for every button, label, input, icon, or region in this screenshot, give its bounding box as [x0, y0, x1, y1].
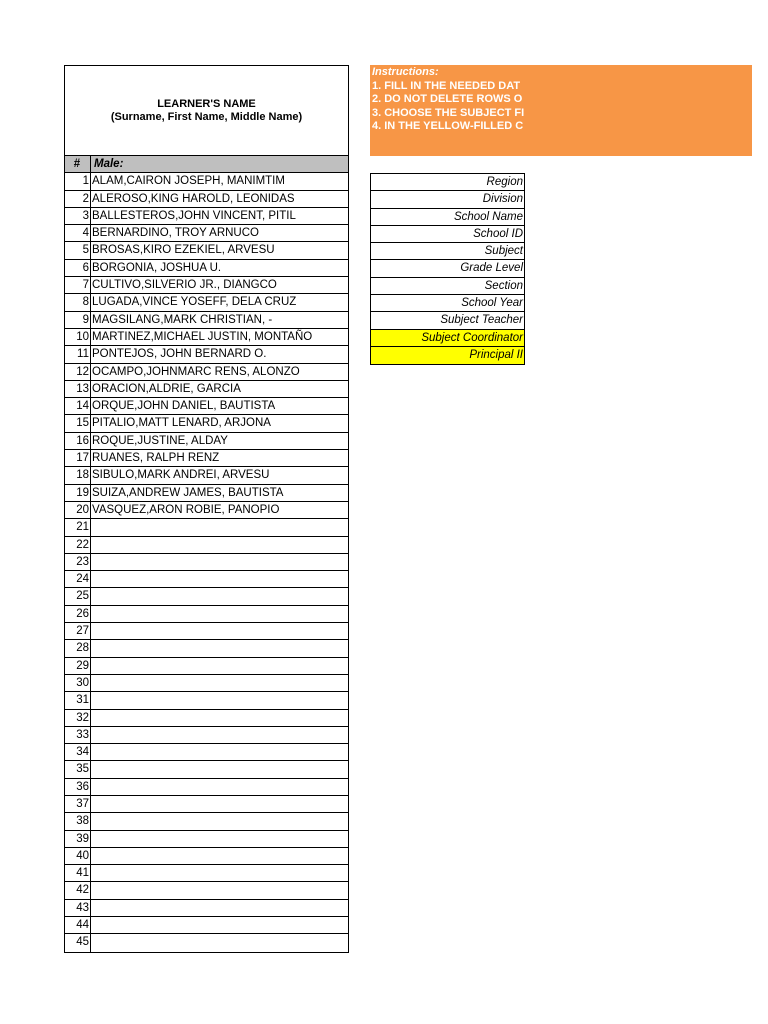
- table-row: [65, 364, 348, 381]
- learner-name-cell[interactable]: ALEROSO,KING HAROLD, LEONIDAS: [92, 192, 295, 205]
- learner-name-cell[interactable]: CULTIVO,SILVERIO JR., DIANGCO: [92, 279, 277, 292]
- learner-name-header-title: LEARNER'S NAME: [157, 97, 256, 110]
- table-row: [65, 606, 348, 623]
- row-number: 26: [65, 606, 91, 622]
- instruction-line-4: 4. IN THE YELLOW-FILLED C: [372, 120, 524, 132]
- table-row: [65, 831, 348, 848]
- row-number: 22: [65, 537, 91, 553]
- row-number: 13: [65, 381, 91, 397]
- info-field-school-year[interactable]: School Year: [371, 295, 524, 312]
- info-field-grade-level[interactable]: Grade Level: [371, 260, 524, 277]
- table-row: [65, 571, 348, 588]
- row-number: 3: [65, 208, 91, 224]
- info-field-subject-coordinator[interactable]: Subject Coordinator: [371, 330, 524, 347]
- row-number: 32: [65, 710, 91, 726]
- learner-name-cell[interactable]: LUGADA,VINCE YOSEFF, DELA CRUZ: [92, 296, 297, 309]
- row-number: 1: [65, 173, 91, 189]
- row-number: 25: [65, 588, 91, 604]
- instruction-line-2: 2. DO NOT DELETE ROWS O: [372, 93, 523, 105]
- row-number: 9: [65, 312, 91, 328]
- table-row: [65, 381, 348, 398]
- info-field-section[interactable]: Section: [371, 278, 524, 295]
- row-number: 10: [65, 329, 91, 345]
- learner-name-cell[interactable]: MARTINEZ,MICHAEL JUSTIN, MONTAÑO: [92, 330, 313, 343]
- table-row: [65, 554, 348, 571]
- learner-name-cell[interactable]: RUANES, RALPH RENZ: [92, 452, 220, 465]
- learner-name-cell[interactable]: [91, 588, 348, 604]
- learner-name-cell[interactable]: [91, 537, 348, 553]
- table-row: [65, 502, 348, 519]
- table-row: [65, 277, 348, 294]
- table-row: [65, 242, 348, 259]
- learner-name-cell[interactable]: PONTEJOS, JOHN BERNARD O.: [92, 348, 267, 361]
- row-number: 33: [65, 727, 91, 743]
- table-row: [65, 398, 348, 415]
- row-number: 17: [65, 450, 91, 466]
- table-row: [65, 658, 348, 675]
- learner-name-cell[interactable]: OCAMPO,JOHNMARC RENS, ALONZO: [92, 365, 300, 378]
- table-row: [65, 640, 348, 657]
- row-number: 30: [65, 675, 91, 691]
- learner-name-cell[interactable]: [91, 934, 348, 951]
- row-number: 31: [65, 692, 91, 708]
- table-row: [65, 294, 348, 311]
- info-field-principal-ii[interactable]: Principal II: [371, 347, 524, 364]
- learner-name-cell[interactable]: [91, 571, 348, 587]
- learner-name-cell[interactable]: [91, 900, 348, 916]
- group-label-male: Male:: [94, 158, 124, 170]
- row-number: 29: [65, 658, 91, 674]
- instruction-line-3: 3. CHOOSE THE SUBJECT FI: [372, 106, 525, 119]
- school-info-table: [370, 173, 525, 365]
- learner-name-cell[interactable]: [91, 761, 348, 777]
- learner-table: [64, 65, 349, 953]
- table-row: [65, 329, 348, 346]
- learner-name-cell[interactable]: BERNARDINO, TROY ARNUCO: [92, 227, 259, 240]
- learner-name-cell[interactable]: ROQUE,JUSTINE, ALDAY: [92, 434, 228, 447]
- row-number: 18: [65, 467, 91, 483]
- row-number: 39: [65, 831, 91, 847]
- learner-name-cell[interactable]: [91, 623, 348, 639]
- learner-name-cell[interactable]: [91, 831, 348, 847]
- learner-name-header-subtitle: (Surname, First Name, Middle Name): [110, 110, 303, 123]
- info-field-division[interactable]: Division: [371, 191, 524, 208]
- row-number: 41: [65, 865, 91, 881]
- number-column-header: #: [65, 156, 91, 172]
- learner-name-cell[interactable]: PITALIO,MATT LENARD, ARJONA: [92, 417, 271, 430]
- info-field-subject-teacher[interactable]: Subject Teacher: [371, 312, 524, 329]
- table-row: [65, 260, 348, 277]
- learner-name-cell[interactable]: ORACION,ALDRIE, GARCIA: [92, 382, 241, 395]
- row-number: 20: [65, 502, 91, 518]
- table-row: [65, 761, 348, 778]
- learner-name-cell[interactable]: [91, 882, 348, 898]
- row-number: 27: [65, 623, 91, 639]
- learner-name-cell[interactable]: [91, 813, 348, 829]
- learner-name-cell[interactable]: [91, 692, 348, 708]
- table-row: [65, 779, 348, 796]
- table-row: [65, 882, 348, 899]
- learner-name-cell[interactable]: [91, 744, 348, 760]
- learner-name-cell[interactable]: [91, 519, 348, 535]
- learner-name-cell[interactable]: [91, 917, 348, 933]
- row-number: 45: [65, 934, 91, 951]
- learner-name-cell[interactable]: VASQUEZ,ARON ROBIE, PANOPIO: [92, 503, 280, 516]
- row-number: 19: [65, 485, 91, 501]
- row-number: 40: [65, 848, 91, 864]
- row-number: 14: [65, 398, 91, 414]
- row-number: 43: [65, 900, 91, 916]
- learner-name-cell[interactable]: BROSAS,KIRO EZEKIEL, ARVESU: [92, 244, 275, 257]
- learner-name-cell[interactable]: [91, 710, 348, 726]
- info-field-school-id[interactable]: School ID: [371, 226, 524, 243]
- learner-name-cell[interactable]: ALAM,CAIRON JOSEPH, MANIMTIM: [92, 175, 285, 188]
- table-row: [65, 744, 348, 761]
- learner-name-header: [65, 66, 348, 156]
- table-row: [65, 208, 348, 225]
- info-field-region[interactable]: Region: [371, 174, 524, 191]
- table-row: [65, 934, 348, 951]
- learner-name-cell[interactable]: [91, 727, 348, 743]
- table-row: [65, 813, 348, 830]
- table-row: [65, 692, 348, 709]
- table-row: [65, 225, 348, 242]
- row-number: 4: [65, 225, 91, 241]
- row-number: 6: [65, 260, 91, 276]
- table-row: [65, 467, 348, 484]
- learner-name-cell[interactable]: [91, 848, 348, 864]
- table-row: [65, 191, 348, 208]
- row-number: 16: [65, 433, 91, 449]
- row-number: 24: [65, 571, 91, 587]
- row-number: 37: [65, 796, 91, 812]
- learner-name-cell[interactable]: [91, 606, 348, 622]
- learner-name-cell[interactable]: SIBULO,MARK ANDREI, ARVESU: [92, 469, 270, 482]
- table-row: [65, 675, 348, 692]
- table-row: [65, 900, 348, 917]
- row-number: 35: [65, 761, 91, 777]
- table-row: [65, 519, 348, 536]
- table-row: [65, 848, 348, 865]
- learner-name-cell[interactable]: [91, 675, 348, 691]
- row-number: 2: [65, 191, 91, 207]
- table-row: [65, 485, 348, 502]
- row-number: 42: [65, 882, 91, 898]
- learner-name-cell[interactable]: BORGONIA, JOSHUA U.: [92, 261, 222, 274]
- group-header-row: [65, 156, 348, 173]
- table-row: [65, 537, 348, 554]
- table-row: [65, 727, 348, 744]
- learner-name-cell[interactable]: [91, 796, 348, 812]
- row-number: 11: [65, 346, 91, 362]
- row-number: 15: [65, 415, 91, 431]
- row-number: 28: [65, 640, 91, 656]
- row-number: 7: [65, 277, 91, 293]
- row-number: 34: [65, 744, 91, 760]
- learner-name-cell[interactable]: [91, 640, 348, 656]
- learner-name-cell[interactable]: [91, 658, 348, 674]
- learner-name-cell[interactable]: [91, 779, 348, 795]
- instruction-line-1: 1. FILL IN THE NEEDED DAT: [372, 79, 521, 92]
- table-row: [65, 588, 348, 605]
- instructions-title: Instructions:: [372, 66, 439, 78]
- table-row: [65, 312, 348, 329]
- row-number: 23: [65, 554, 91, 570]
- table-row: [65, 623, 348, 640]
- row-number: 38: [65, 813, 91, 829]
- row-number: 8: [65, 294, 91, 310]
- learner-name-cell[interactable]: BALLESTEROS,JOHN VINCENT, PITIL: [92, 209, 296, 222]
- row-number: 21: [65, 519, 91, 535]
- info-field-subject[interactable]: Subject: [371, 243, 524, 260]
- row-number: 36: [65, 779, 91, 795]
- learner-name-cell[interactable]: ORQUE,JOHN DANIEL, BAUTISTA: [92, 400, 276, 413]
- table-row: [65, 710, 348, 727]
- info-field-school-name[interactable]: School Name: [371, 209, 524, 226]
- learner-name-cell[interactable]: [91, 554, 348, 570]
- table-row: [65, 433, 348, 450]
- learner-name-cell[interactable]: MAGSILANG,MARK CHRISTIAN, -: [92, 313, 273, 326]
- table-row: [65, 865, 348, 882]
- table-row: [65, 173, 348, 190]
- table-row: [65, 917, 348, 934]
- table-row: [65, 450, 348, 467]
- table-row: [65, 346, 348, 363]
- table-row: [65, 415, 348, 432]
- row-number: 44: [65, 917, 91, 933]
- row-number: 5: [65, 242, 91, 258]
- instructions-box: [370, 65, 752, 156]
- learner-name-cell[interactable]: [91, 865, 348, 881]
- row-number: 12: [65, 364, 91, 380]
- table-row: [65, 796, 348, 813]
- learner-name-cell[interactable]: SUIZA,ANDREW JAMES, BAUTISTA: [92, 486, 284, 499]
